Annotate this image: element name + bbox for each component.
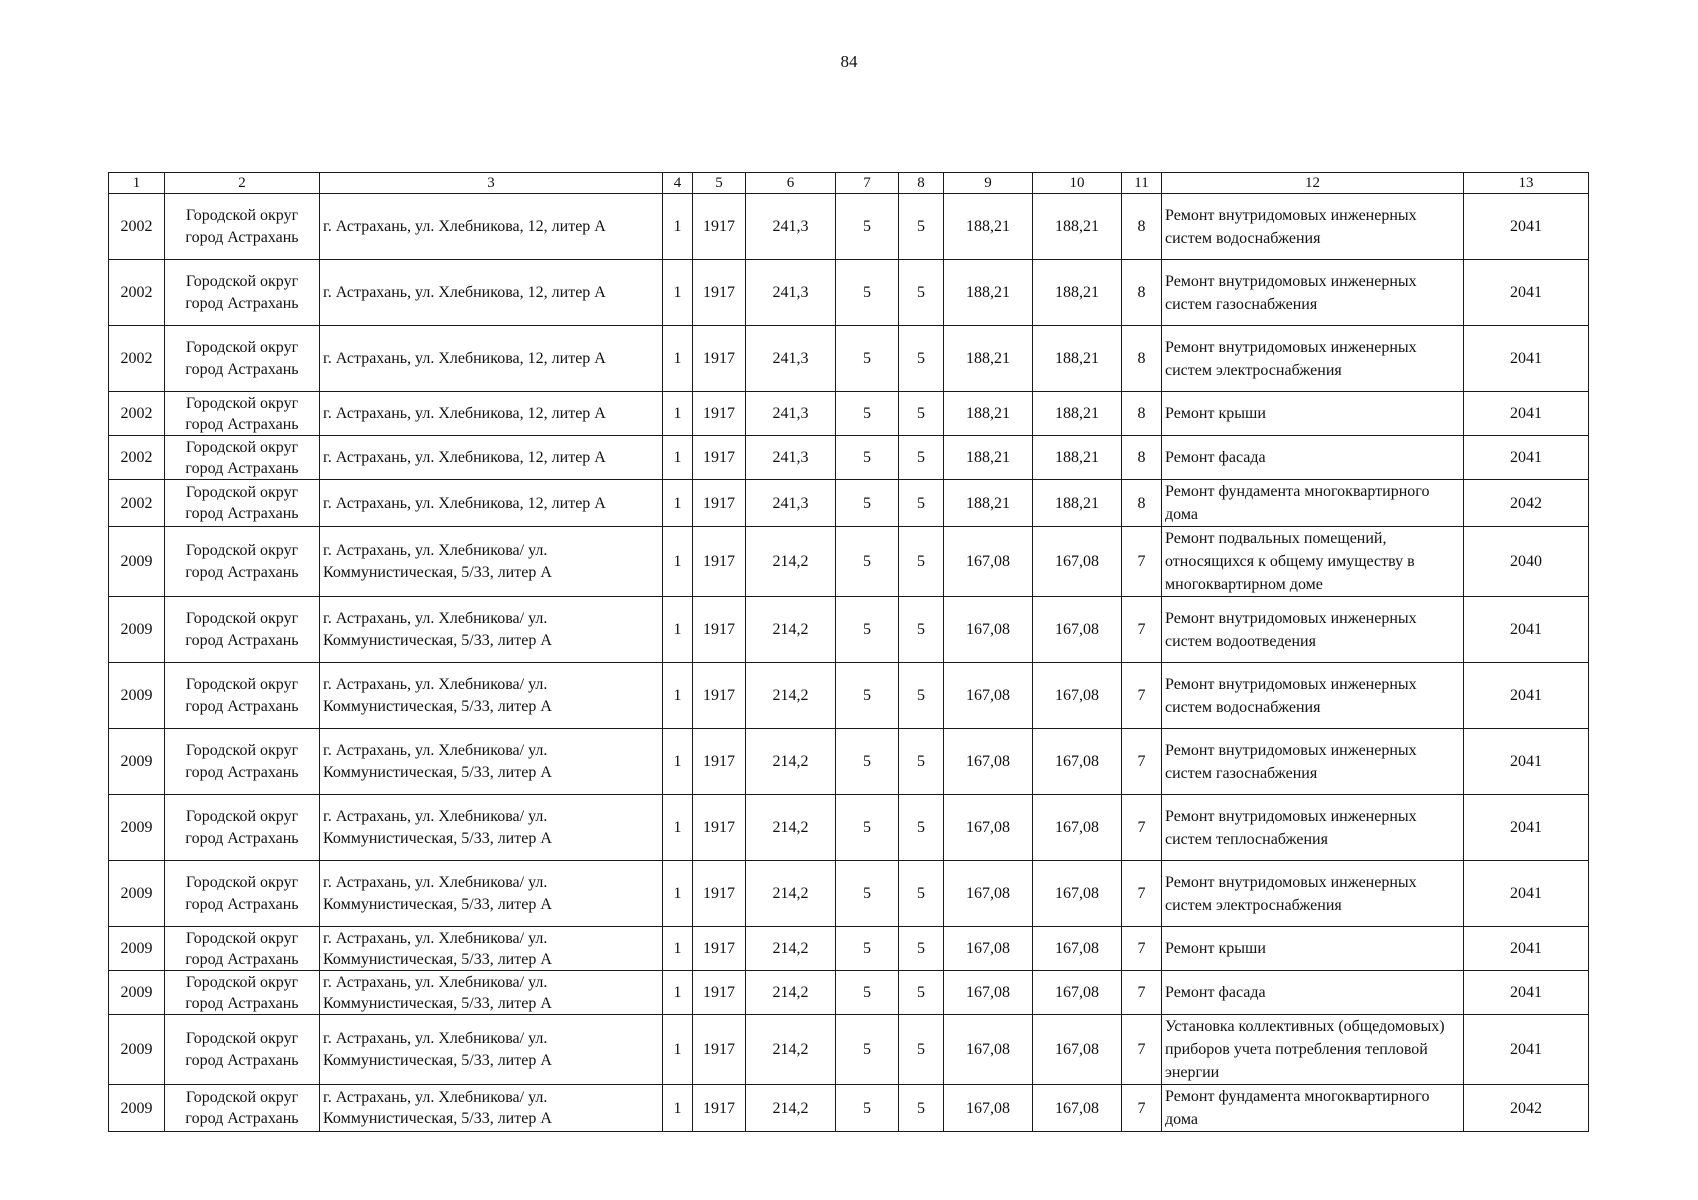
residential-area-cell: 167,08 [1033, 971, 1122, 1015]
address-cell: г. Астрахань, ул. Хлебникова, 12, литер А [320, 480, 663, 527]
year-built-cell: 1917 [693, 729, 746, 795]
house-id-cell: 2002 [109, 260, 165, 326]
col4-cell: 1 [663, 326, 693, 392]
address-cell: г. Астрахань, ул. Хлебникова/ ул. Коммунистическая, 5/33, литер А [320, 927, 663, 971]
col4-cell: 1 [663, 663, 693, 729]
col8-cell: 5 [899, 436, 944, 480]
residents-cell: 7 [1122, 861, 1162, 927]
table-row [109, 663, 1589, 729]
residential-area-cell: 188,21 [1033, 392, 1122, 436]
residential-area-cell: 167,08 [1033, 597, 1122, 663]
planned-year-cell: 2041 [1464, 436, 1589, 480]
planned-year-cell: 2041 [1464, 597, 1589, 663]
residential-area-cell: 188,21 [1033, 260, 1122, 326]
planned-year-cell: 2041 [1464, 927, 1589, 971]
area-cell: 167,08 [944, 729, 1033, 795]
column-header: 4 [663, 173, 693, 194]
col4-cell: 1 [663, 260, 693, 326]
house-id-cell: 2009 [109, 1085, 165, 1132]
municipality-cell: Городской округ город Астрахань [165, 1085, 320, 1132]
total-area-cell: 214,2 [746, 729, 836, 795]
area-cell: 167,08 [944, 927, 1033, 971]
col7-cell: 5 [836, 1015, 899, 1085]
house-id-cell: 2002 [109, 436, 165, 480]
municipality-cell: Городской округ город Астрахань [165, 436, 320, 480]
year-built-cell: 1917 [693, 597, 746, 663]
col7-cell: 5 [836, 597, 899, 663]
total-area-cell: 214,2 [746, 795, 836, 861]
repair-schedule-table [108, 172, 1589, 1132]
col4-cell: 1 [663, 392, 693, 436]
planned-year-cell: 2042 [1464, 480, 1589, 527]
table-row [109, 260, 1589, 326]
column-header: 2 [165, 173, 320, 194]
area-cell: 188,21 [944, 194, 1033, 260]
table-row [109, 861, 1589, 927]
work-type-cell: Ремонт крыши [1162, 392, 1464, 436]
residential-area-cell: 188,21 [1033, 194, 1122, 260]
residents-cell: 8 [1122, 260, 1162, 326]
col7-cell: 5 [836, 392, 899, 436]
total-area-cell: 241,3 [746, 326, 836, 392]
area-cell: 167,08 [944, 527, 1033, 597]
work-type-cell: Ремонт внутридомовых инженерных систем газоснабжения [1162, 260, 1464, 326]
address-cell: г. Астрахань, ул. Хлебникова/ ул. Коммунистическая, 5/33, литер А [320, 971, 663, 1015]
table-row [109, 597, 1589, 663]
year-built-cell: 1917 [693, 971, 746, 1015]
residential-area-cell: 167,08 [1033, 1015, 1122, 1085]
work-type-cell: Ремонт внутридомовых инженерных систем водоотведения [1162, 597, 1464, 663]
year-built-cell: 1917 [693, 795, 746, 861]
col7-cell: 5 [836, 971, 899, 1015]
municipality-cell: Городской округ город Астрахань [165, 326, 320, 392]
year-built-cell: 1917 [693, 480, 746, 527]
municipality-cell: Городской округ город Астрахань [165, 927, 320, 971]
year-built-cell: 1917 [693, 1085, 746, 1132]
work-type-cell: Ремонт фасада [1162, 436, 1464, 480]
address-cell: г. Астрахань, ул. Хлебникова, 12, литер А [320, 436, 663, 480]
table-row [109, 326, 1589, 392]
table-row [109, 971, 1589, 1015]
address-cell: г. Астрахань, ул. Хлебникова, 12, литер А [320, 260, 663, 326]
planned-year-cell: 2041 [1464, 971, 1589, 1015]
column-header: 1 [109, 173, 165, 194]
col7-cell: 5 [836, 795, 899, 861]
col7-cell: 5 [836, 1085, 899, 1132]
col4-cell: 1 [663, 971, 693, 1015]
table-row [109, 480, 1589, 527]
municipality-cell: Городской округ город Астрахань [165, 392, 320, 436]
col4-cell: 1 [663, 729, 693, 795]
work-type-cell: Установка коллективных (общедомовых) приборов учета потребления тепловой энергии [1162, 1015, 1464, 1085]
work-type-cell: Ремонт внутридомовых инженерных систем электроснабжения [1162, 861, 1464, 927]
col8-cell: 5 [899, 729, 944, 795]
residents-cell: 7 [1122, 663, 1162, 729]
total-area-cell: 214,2 [746, 597, 836, 663]
column-header: 12 [1162, 173, 1464, 194]
col7-cell: 5 [836, 663, 899, 729]
col7-cell: 5 [836, 480, 899, 527]
table-row [109, 729, 1589, 795]
column-header: 13 [1464, 173, 1589, 194]
col7-cell: 5 [836, 194, 899, 260]
table-row [109, 1085, 1589, 1132]
residents-cell: 8 [1122, 480, 1162, 527]
total-area-cell: 241,3 [746, 392, 836, 436]
col7-cell: 5 [836, 436, 899, 480]
col8-cell: 5 [899, 971, 944, 1015]
col8-cell: 5 [899, 795, 944, 861]
house-id-cell: 2009 [109, 971, 165, 1015]
residential-area-cell: 167,08 [1033, 729, 1122, 795]
col4-cell: 1 [663, 861, 693, 927]
area-cell: 167,08 [944, 663, 1033, 729]
work-type-cell: Ремонт внутридомовых инженерных систем электроснабжения [1162, 326, 1464, 392]
house-id-cell: 2002 [109, 194, 165, 260]
table-row [109, 927, 1589, 971]
work-type-cell: Ремонт крыши [1162, 927, 1464, 971]
municipality-cell: Городской округ город Астрахань [165, 527, 320, 597]
residents-cell: 7 [1122, 971, 1162, 1015]
planned-year-cell: 2041 [1464, 194, 1589, 260]
residential-area-cell: 167,08 [1033, 663, 1122, 729]
municipality-cell: Городской округ город Астрахань [165, 663, 320, 729]
address-cell: г. Астрахань, ул. Хлебникова/ ул. Коммунистическая, 5/33, литер А [320, 1085, 663, 1132]
col7-cell: 5 [836, 326, 899, 392]
col8-cell: 5 [899, 480, 944, 527]
residents-cell: 7 [1122, 795, 1162, 861]
residential-area-cell: 167,08 [1033, 861, 1122, 927]
col4-cell: 1 [663, 194, 693, 260]
residential-area-cell: 188,21 [1033, 480, 1122, 527]
residents-cell: 7 [1122, 729, 1162, 795]
area-cell: 167,08 [944, 1015, 1033, 1085]
residents-cell: 7 [1122, 1015, 1162, 1085]
address-cell: г. Астрахань, ул. Хлебникова/ ул. Коммунистическая, 5/33, литер А [320, 795, 663, 861]
area-cell: 167,08 [944, 795, 1033, 861]
col8-cell: 5 [899, 927, 944, 971]
residents-cell: 8 [1122, 392, 1162, 436]
planned-year-cell: 2041 [1464, 392, 1589, 436]
address-cell: г. Астрахань, ул. Хлебникова, 12, литер А [320, 194, 663, 260]
year-built-cell: 1917 [693, 861, 746, 927]
work-type-cell: Ремонт фундамента многоквартирного дома [1162, 480, 1464, 527]
work-type-cell: Ремонт подвальных помещений, относящихся к общему имуществу в многоквартирном доме [1162, 527, 1464, 597]
total-area-cell: 214,2 [746, 861, 836, 927]
area-cell: 188,21 [944, 480, 1033, 527]
planned-year-cell: 2041 [1464, 663, 1589, 729]
residents-cell: 7 [1122, 1085, 1162, 1132]
municipality-cell: Городской округ город Астрахань [165, 480, 320, 527]
planned-year-cell: 2040 [1464, 527, 1589, 597]
total-area-cell: 214,2 [746, 1015, 836, 1085]
total-area-cell: 214,2 [746, 971, 836, 1015]
year-built-cell: 1917 [693, 927, 746, 971]
area-cell: 167,08 [944, 1085, 1033, 1132]
table-row [109, 392, 1589, 436]
col8-cell: 5 [899, 663, 944, 729]
col7-cell: 5 [836, 927, 899, 971]
address-cell: г. Астрахань, ул. Хлебникова/ ул. Коммунистическая, 5/33, литер А [320, 527, 663, 597]
year-built-cell: 1917 [693, 194, 746, 260]
col4-cell: 1 [663, 1015, 693, 1085]
address-cell: г. Астрахань, ул. Хлебникова/ ул. Коммунистическая, 5/33, литер А [320, 597, 663, 663]
work-type-cell: Ремонт фундамента многоквартирного дома [1162, 1085, 1464, 1132]
total-area-cell: 214,2 [746, 663, 836, 729]
municipality-cell: Городской округ город Астрахань [165, 729, 320, 795]
total-area-cell: 241,3 [746, 480, 836, 527]
area-cell: 188,21 [944, 392, 1033, 436]
col4-cell: 1 [663, 480, 693, 527]
planned-year-cell: 2041 [1464, 326, 1589, 392]
col7-cell: 5 [836, 260, 899, 326]
page-number: 84 [840, 52, 858, 71]
col4-cell: 1 [663, 795, 693, 861]
planned-year-cell: 2041 [1464, 260, 1589, 326]
address-cell: г. Астрахань, ул. Хлебникова/ ул. Коммунистическая, 5/33, литер А [320, 861, 663, 927]
municipality-cell: Городской округ город Астрахань [165, 1015, 320, 1085]
residents-cell: 7 [1122, 527, 1162, 597]
year-built-cell: 1917 [693, 326, 746, 392]
work-type-cell: Ремонт внутридомовых инженерных систем газоснабжения [1162, 729, 1464, 795]
municipality-cell: Городской округ город Астрахань [165, 861, 320, 927]
residential-area-cell: 188,21 [1033, 326, 1122, 392]
municipality-cell: Городской округ город Астрахань [165, 971, 320, 1015]
area-cell: 188,21 [944, 260, 1033, 326]
col4-cell: 1 [663, 527, 693, 597]
planned-year-cell: 2041 [1464, 861, 1589, 927]
table-row [109, 1015, 1589, 1085]
planned-year-cell: 2041 [1464, 795, 1589, 861]
residential-area-cell: 188,21 [1033, 436, 1122, 480]
work-type-cell: Ремонт внутридомовых инженерных систем водоснабжения [1162, 663, 1464, 729]
year-built-cell: 1917 [693, 392, 746, 436]
house-id-cell: 2009 [109, 597, 165, 663]
column-header: 3 [320, 173, 663, 194]
address-cell: г. Астрахань, ул. Хлебникова, 12, литер А [320, 392, 663, 436]
column-header: 10 [1033, 173, 1122, 194]
residential-area-cell: 167,08 [1033, 927, 1122, 971]
col8-cell: 5 [899, 326, 944, 392]
municipality-cell: Городской округ город Астрахань [165, 194, 320, 260]
col8-cell: 5 [899, 392, 944, 436]
table-body [109, 194, 1589, 1132]
municipality-cell: Городской округ город Астрахань [165, 795, 320, 861]
house-id-cell: 2009 [109, 663, 165, 729]
column-header: 7 [836, 173, 899, 194]
col4-cell: 1 [663, 927, 693, 971]
house-id-cell: 2009 [109, 795, 165, 861]
column-header: 5 [693, 173, 746, 194]
col8-cell: 5 [899, 861, 944, 927]
planned-year-cell: 2042 [1464, 1085, 1589, 1132]
total-area-cell: 241,3 [746, 436, 836, 480]
work-type-cell: Ремонт внутридомовых инженерных систем теплоснабжения [1162, 795, 1464, 861]
table-row [109, 527, 1589, 597]
year-built-cell: 1917 [693, 663, 746, 729]
year-built-cell: 1917 [693, 436, 746, 480]
total-area-cell: 241,3 [746, 260, 836, 326]
col8-cell: 5 [899, 527, 944, 597]
area-cell: 167,08 [944, 861, 1033, 927]
col7-cell: 5 [836, 729, 899, 795]
table-row [109, 436, 1589, 480]
address-cell: г. Астрахань, ул. Хлебникова, 12, литер А [320, 326, 663, 392]
column-number-header-row [109, 173, 1589, 194]
area-cell: 188,21 [944, 436, 1033, 480]
house-id-cell: 2002 [109, 392, 165, 436]
work-type-cell: Ремонт внутридомовых инженерных систем водоснабжения [1162, 194, 1464, 260]
work-type-cell: Ремонт фасада [1162, 971, 1464, 1015]
residents-cell: 8 [1122, 326, 1162, 392]
address-cell: г. Астрахань, ул. Хлебникова/ ул. Коммунистическая, 5/33, литер А [320, 663, 663, 729]
residential-area-cell: 167,08 [1033, 527, 1122, 597]
column-header: 9 [944, 173, 1033, 194]
municipality-cell: Городской округ город Астрахань [165, 260, 320, 326]
col4-cell: 1 [663, 436, 693, 480]
house-id-cell: 2009 [109, 729, 165, 795]
residents-cell: 7 [1122, 927, 1162, 971]
residential-area-cell: 167,08 [1033, 1085, 1122, 1132]
area-cell: 188,21 [944, 326, 1033, 392]
residents-cell: 7 [1122, 597, 1162, 663]
year-built-cell: 1917 [693, 260, 746, 326]
total-area-cell: 241,3 [746, 194, 836, 260]
house-id-cell: 2009 [109, 927, 165, 971]
column-header: 6 [746, 173, 836, 194]
address-cell: г. Астрахань, ул. Хлебникова/ ул. Коммунистическая, 5/33, литер А [320, 1015, 663, 1085]
residents-cell: 8 [1122, 436, 1162, 480]
col8-cell: 5 [899, 260, 944, 326]
col4-cell: 1 [663, 1085, 693, 1132]
table-row [109, 795, 1589, 861]
house-id-cell: 2009 [109, 861, 165, 927]
municipality-cell: Городской округ город Астрахань [165, 597, 320, 663]
year-built-cell: 1917 [693, 1015, 746, 1085]
total-area-cell: 214,2 [746, 1085, 836, 1132]
house-id-cell: 2002 [109, 480, 165, 527]
col8-cell: 5 [899, 1085, 944, 1132]
area-cell: 167,08 [944, 971, 1033, 1015]
col7-cell: 5 [836, 861, 899, 927]
total-area-cell: 214,2 [746, 527, 836, 597]
planned-year-cell: 2041 [1464, 1015, 1589, 1085]
col7-cell: 5 [836, 527, 899, 597]
column-header: 8 [899, 173, 944, 194]
area-cell: 167,08 [944, 597, 1033, 663]
total-area-cell: 214,2 [746, 927, 836, 971]
col4-cell: 1 [663, 597, 693, 663]
house-id-cell: 2009 [109, 1015, 165, 1085]
house-id-cell: 2002 [109, 326, 165, 392]
column-header: 11 [1122, 173, 1162, 194]
year-built-cell: 1917 [693, 527, 746, 597]
residential-area-cell: 167,08 [1033, 795, 1122, 861]
address-cell: г. Астрахань, ул. Хлебникова/ ул. Коммунистическая, 5/33, литер А [320, 729, 663, 795]
col8-cell: 5 [899, 1015, 944, 1085]
table-row [109, 194, 1589, 260]
residents-cell: 8 [1122, 194, 1162, 260]
planned-year-cell: 2041 [1464, 729, 1589, 795]
col8-cell: 5 [899, 194, 944, 260]
col8-cell: 5 [899, 597, 944, 663]
house-id-cell: 2009 [109, 527, 165, 597]
